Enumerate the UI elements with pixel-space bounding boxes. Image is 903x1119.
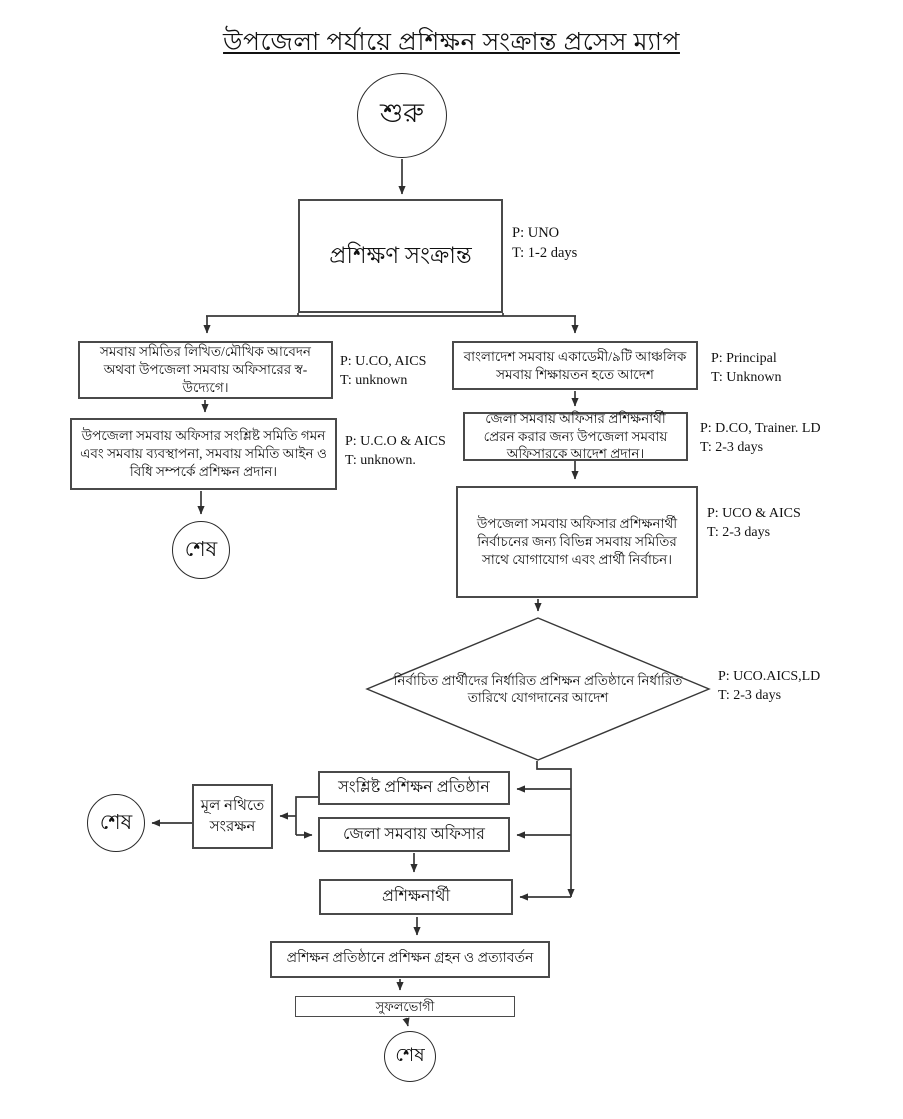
end-terminal-mid-label: শেষ <box>99 809 133 834</box>
training-given-label: উপজেলা সমবায় অফিসার সংশ্লিষ্ট সমিতি গমন এবং সমবায় ব্যবস্থাপনা, সমবায় সমিতি আইন ও বিধি সম্পর্কে প্রশিক্ষন প্রদান। <box>80 428 327 479</box>
process-box-academy-order <box>452 341 698 390</box>
annotation-training-subject <box>512 223 577 263</box>
annotation-p: P: UCO.AICS,LD <box>718 669 821 684</box>
annotation-district-order <box>700 419 821 457</box>
annotation-t: T: 1-2 days <box>512 245 578 261</box>
process-box-training-institute <box>318 771 510 805</box>
annotation-p: P: U.CO, AICS <box>340 354 427 369</box>
annotation-candidate-selection <box>707 504 801 542</box>
district-order-label: জেলা সমবায় অফিসার প্রশিক্ষনার্থী প্রেরন করার জন্য উপজেলা সমবায় অফিসারকে আদেশ প্রদান। <box>483 410 668 462</box>
process-box-application <box>78 341 333 399</box>
application-label: সমবায় সমিতির লিখিত/মৌখিক আবেদন অথবা উপজেলা সমবায় অফিসারের স্ব-উদ্যেগে। <box>100 344 311 395</box>
process-box-district-order <box>463 412 688 461</box>
annotation-decision <box>718 667 820 705</box>
start-terminal <box>357 73 447 158</box>
candidate-selection-label: উপজেলা সমবায় অফিসার প্রশিক্ষনার্থী নির্বাচনের জন্য বিভিন্ন সমবায় সমিতির সাথে যোগাযোগ এবং প্রার্থী নির্বাচন। <box>476 516 678 567</box>
annotation-t: T: 2-3 days <box>707 525 771 540</box>
process-box-receive-training <box>270 941 550 978</box>
decision-join-order-label: নির্বাচিত প্রার্থীদের নির্ধারিত প্রশিক্ষন প্রতিষ্ঠানে নির্ধারিত তারিখে যোগদানের আদেশ <box>393 673 683 705</box>
annotation-t: T: 2-3 days <box>700 440 764 455</box>
process-box-trainee <box>319 879 513 915</box>
district-officer-label: জেলা সমবায় অফিসার <box>343 825 485 843</box>
receive-training-label: প্রশিক্ষন প্রতিষ্ঠানে প্রশিক্ষন গ্রহন ও প্রত্যাবর্তন <box>286 951 534 967</box>
beneficiary-label: সুফলভোগী <box>375 998 435 1014</box>
trainee-label: প্রশিক্ষনার্থী <box>381 888 451 906</box>
annotation-p: P: U.C.O & AICS <box>345 434 446 449</box>
annotation-p: P: Principal <box>711 351 777 366</box>
end-terminal-final-label: শেষ <box>395 1044 425 1066</box>
annotation-t: T: 2-3 days <box>718 688 782 703</box>
annotation-application <box>340 352 426 390</box>
end-terminal-left <box>172 521 230 579</box>
training-subject-label: প্রশিক্ষণ সংক্রান্ত <box>329 242 472 268</box>
annotation-t: T: unknown <box>340 373 408 388</box>
page-title: উপজেলা পর্যায়ে প্রশিক্ষন সংক্রান্ত প্রসেস ম্যাপ <box>223 29 680 56</box>
process-box-training-given <box>70 418 337 490</box>
end-terminal-left-label: শেষ <box>184 536 218 561</box>
start-terminal-label: শুরু <box>380 98 424 128</box>
process-box-beneficiary <box>295 996 515 1017</box>
annotation-training-given <box>345 432 446 470</box>
end-terminal-mid <box>87 794 145 852</box>
main-file-label: মূল নথিতে সংরক্ষন <box>200 798 265 835</box>
training-institute-label: সংশ্লিষ্ট প্রশিক্ষন প্রতিষ্ঠান <box>338 779 490 797</box>
annotation-p: P: D.CO, Trainer. LD <box>700 421 821 436</box>
process-box-district-officer <box>318 817 510 852</box>
annotation-t: T: unknown. <box>345 453 416 468</box>
annotation-p: P: UCO & AICS <box>707 506 801 521</box>
annotation-academy-order <box>711 349 781 387</box>
annotation-t: T: Unknown <box>711 370 782 385</box>
process-box-main-file <box>192 784 273 849</box>
process-box-candidate-selection <box>456 486 698 598</box>
decision-join-order <box>382 672 694 706</box>
academy-order-label: বাংলাদেশ সমবায় একাডেমী/৯টি আঞ্চলিক সমবায় শিক্ষায়তন হতে আদেশ <box>463 348 687 382</box>
end-terminal-final <box>384 1031 436 1082</box>
process-box-training-subject <box>298 199 503 313</box>
annotation-p: P: UNO <box>512 225 560 241</box>
